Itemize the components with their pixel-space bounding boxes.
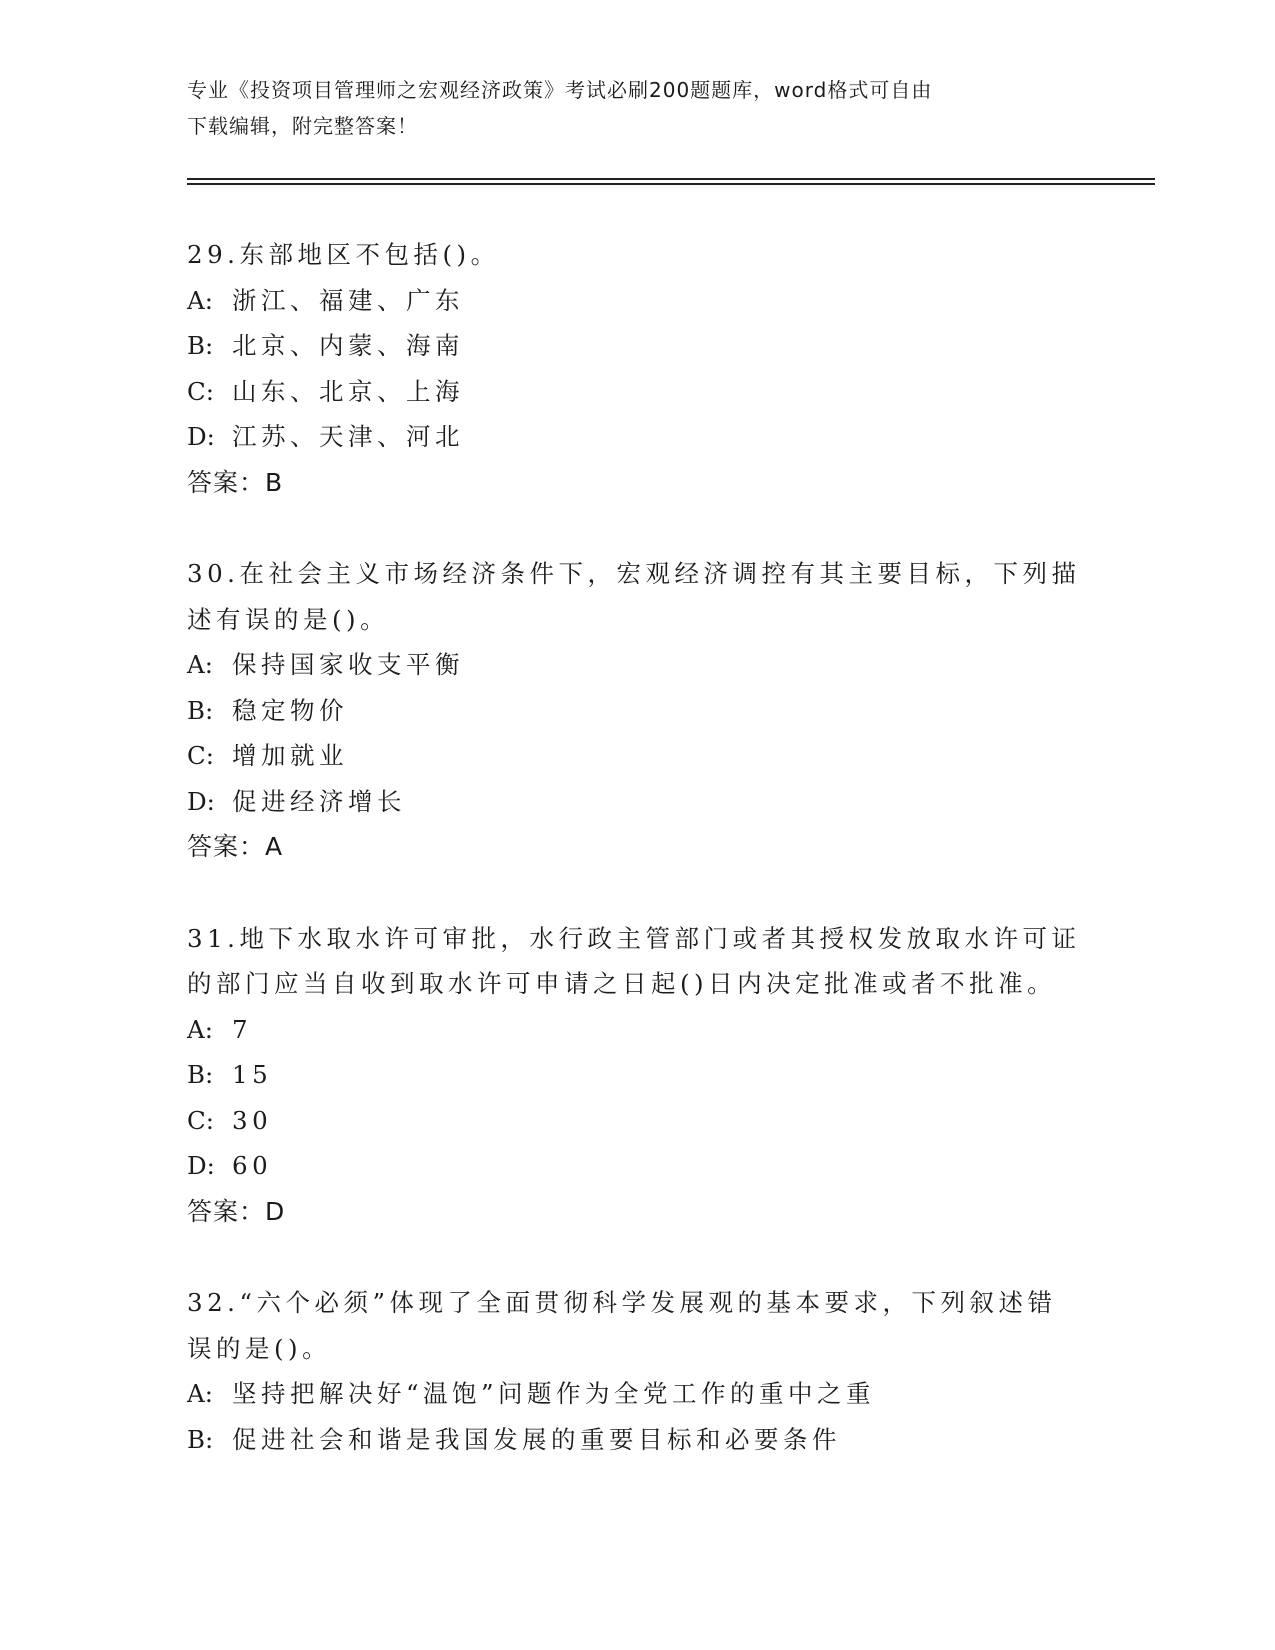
answer-line: 答案：D [187, 1196, 286, 1226]
option-letter: C: [187, 1105, 215, 1135]
option-c [187, 1098, 1087, 1144]
option-text: 坚持把解决好“温饱”问题作为全党工作的重中之重 [232, 1379, 876, 1408]
option-letter: C: [187, 741, 215, 770]
option-letter: A: [187, 1379, 213, 1408]
header-divider-bottom [187, 183, 1155, 185]
question-stem-line: 的部门应当自收到取水许可申请之日起()日内决定批准或者不批准。 [187, 969, 1057, 998]
option-text: 60 [232, 1151, 273, 1180]
option-letter: B: [187, 331, 214, 360]
option-text: 促进社会和谐是我国发展的重要目标和必要条件 [232, 1424, 841, 1454]
option-c [187, 733, 1087, 779]
option-d [187, 414, 1087, 460]
answer-line: 答案：B [187, 467, 284, 497]
option-letter: B: [187, 1424, 214, 1454]
option-text: 稳定物价 [232, 695, 348, 725]
option-a [187, 278, 1087, 324]
option-d [187, 779, 1087, 825]
option-a [187, 1007, 1087, 1053]
option-text: 江苏、天津、河北 [232, 422, 464, 451]
option-letter: D: [187, 1151, 215, 1180]
option-d [187, 1143, 1087, 1189]
option-b [187, 1052, 1087, 1098]
option-letter: A: [187, 650, 213, 679]
question-stem-line: 30.在社会主义市场经济条件下，宏观经济调控有其主要目标，下列描 [187, 559, 1081, 588]
option-text: 北京、内蒙、海南 [232, 331, 464, 360]
question-32 [187, 1280, 1087, 1462]
option-text: 浙江、福建、广东 [232, 285, 464, 315]
answer-line: 答案：A [187, 832, 284, 861]
option-text: 30 [232, 1105, 273, 1135]
option-text: 保持国家收支平衡 [232, 650, 464, 679]
option-b [187, 323, 1087, 369]
option-b [187, 1417, 1087, 1463]
question-31 [187, 916, 1087, 1235]
option-text: 7 [232, 1014, 253, 1044]
option-letter: D: [187, 422, 215, 451]
question-29 [187, 232, 1087, 505]
option-text: 促进经济增长 [232, 786, 406, 816]
question-stem-line: 述有误的是()。 [187, 604, 390, 634]
header-line-1: 专业《投资项目管理师之宏观经济政策》考试必刷200题题库，word格式可自由 [187, 78, 933, 102]
question-stem-line: 31.地下水取水许可审批，水行政主管部门或者其授权发放取水许可证 [187, 923, 1081, 953]
header-line-2: 下载编辑，附完整答案！ [187, 114, 418, 138]
option-c [187, 369, 1087, 415]
option-text: 山东、北京、上海 [232, 376, 464, 406]
option-letter: A: [187, 1014, 213, 1044]
option-text: 增加就业 [232, 741, 348, 770]
question-30 [187, 551, 1087, 870]
header-divider-top [187, 178, 1155, 180]
document-header [187, 72, 1087, 144]
question-stem-line: 误的是()。 [187, 1333, 332, 1363]
question-stem-line: 32.“六个必须”体现了全面贯彻科学发展观的基本要求，下列叙述错 [187, 1288, 1057, 1317]
option-letter: D: [187, 786, 215, 816]
option-letter: A: [187, 285, 213, 315]
option-text: 15 [232, 1060, 273, 1089]
option-letter: B: [187, 1060, 214, 1089]
option-letter: B: [187, 695, 214, 725]
option-letter: C: [187, 376, 215, 406]
question-stem-line: 29.东部地区不包括()。 [187, 240, 500, 269]
option-a [187, 1371, 1087, 1417]
option-b [187, 688, 1087, 734]
option-a [187, 642, 1087, 688]
question-list [187, 232, 1087, 1508]
